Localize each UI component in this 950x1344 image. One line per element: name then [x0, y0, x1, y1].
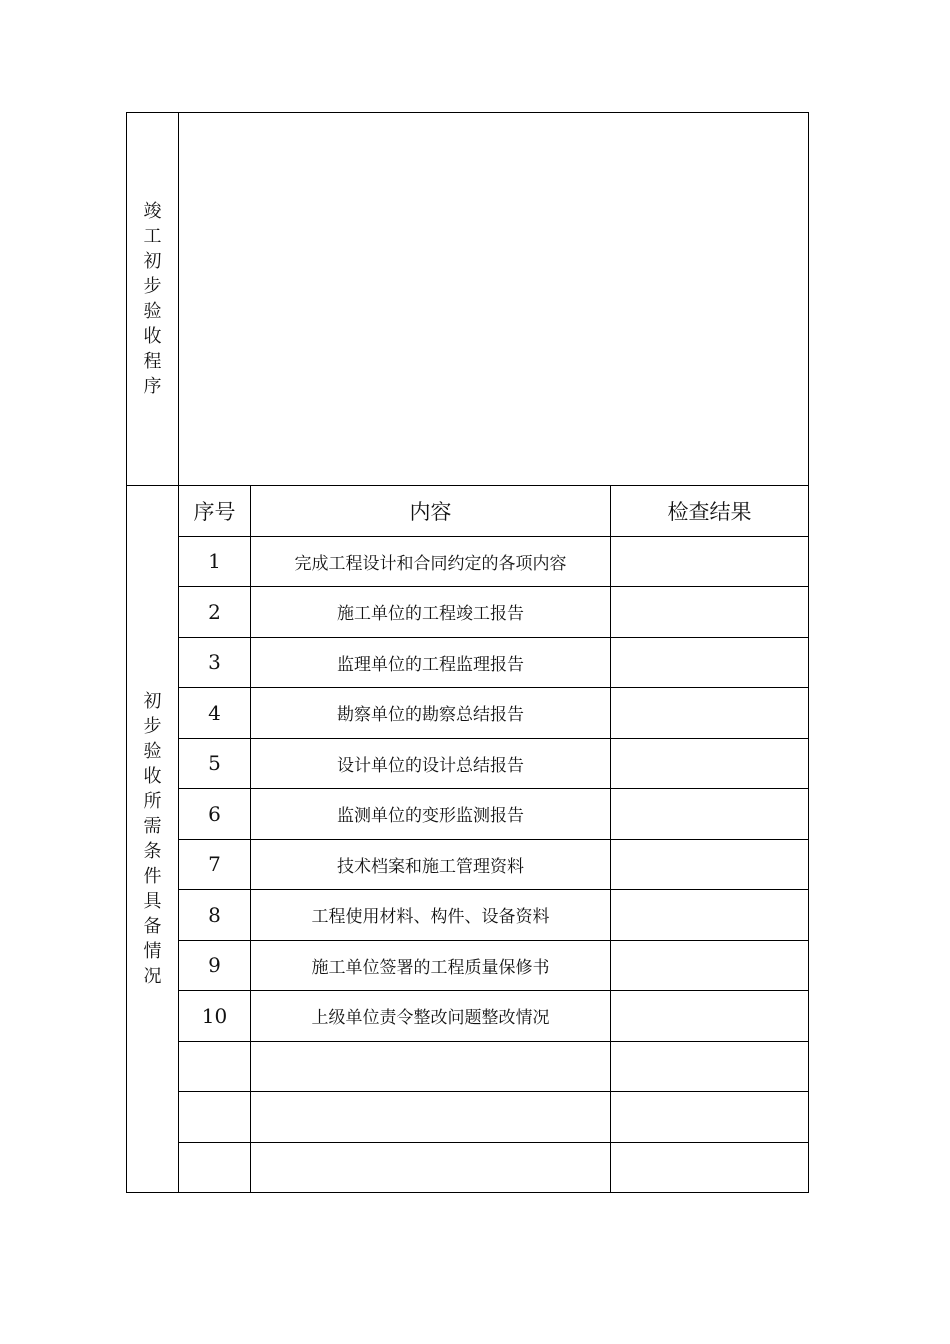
- row-content: 施工单位的工程竣工报告: [251, 587, 611, 638]
- row-number[interactable]: [179, 1092, 251, 1143]
- row-number: 7: [179, 839, 251, 890]
- row-content[interactable]: [251, 1092, 611, 1143]
- row-number: 9: [179, 940, 251, 991]
- row-result-field[interactable]: [611, 839, 809, 890]
- conditions-header-row: [127, 486, 809, 537]
- row-content: 完成工程设计和合同约定的各项内容: [251, 536, 611, 587]
- table-row: [127, 839, 809, 890]
- table-row: [127, 789, 809, 840]
- row-number[interactable]: [179, 1041, 251, 1092]
- table-row: [127, 738, 809, 789]
- row-number: 2: [179, 587, 251, 638]
- table-row: [127, 1142, 809, 1193]
- row-result-field[interactable]: [611, 536, 809, 587]
- table-row: [127, 991, 809, 1042]
- procedure-label: 竣工初步验收程序: [143, 201, 162, 397]
- row-number: 5: [179, 738, 251, 789]
- table-row: [127, 940, 809, 991]
- form-table-body: [127, 113, 809, 1193]
- row-number: 6: [179, 789, 251, 840]
- table-row: [127, 536, 809, 587]
- procedure-label-cell: [127, 113, 179, 486]
- row-result-field[interactable]: [611, 940, 809, 991]
- row-number: 10: [179, 991, 251, 1042]
- row-result-field[interactable]: [611, 688, 809, 739]
- row-result-field[interactable]: [611, 890, 809, 941]
- row-content: 上级单位责令整改问题整改情况: [251, 991, 611, 1042]
- row-result-field[interactable]: [611, 991, 809, 1042]
- row-content: 监理单位的工程监理报告: [251, 637, 611, 688]
- row-number: 8: [179, 890, 251, 941]
- procedure-content-area[interactable]: [179, 113, 809, 486]
- table-row: [127, 587, 809, 638]
- row-content: 设计单位的设计总结报告: [251, 738, 611, 789]
- table-row: [127, 1041, 809, 1092]
- row-result-field[interactable]: [611, 789, 809, 840]
- row-content: 工程使用材料、构件、设备资料: [251, 890, 611, 941]
- result-header: 检查结果: [611, 486, 809, 537]
- conditions-label: 初步验收所需条件具备情况: [143, 691, 162, 987]
- row-number: 4: [179, 688, 251, 739]
- row-result-field[interactable]: [611, 637, 809, 688]
- row-content: 技术档案和施工管理资料: [251, 839, 611, 890]
- row-number: 1: [179, 536, 251, 587]
- row-content: 施工单位签署的工程质量保修书: [251, 940, 611, 991]
- content-header: 内容: [251, 486, 611, 537]
- table-row: [127, 637, 809, 688]
- table-row: [127, 688, 809, 739]
- row-content: 勘察单位的勘察总结报告: [251, 688, 611, 739]
- row-result-field[interactable]: [611, 1041, 809, 1092]
- acceptance-form-table: [126, 112, 809, 1193]
- table-row: [127, 890, 809, 941]
- row-number[interactable]: [179, 1142, 251, 1193]
- row-content: 监测单位的变形监测报告: [251, 789, 611, 840]
- number-header: 序号: [179, 486, 251, 537]
- conditions-label-cell: [127, 486, 179, 1193]
- row-content[interactable]: [251, 1142, 611, 1193]
- row-result-field[interactable]: [611, 587, 809, 638]
- row-result-field[interactable]: [611, 1142, 809, 1193]
- row-content[interactable]: [251, 1041, 611, 1092]
- row-result-field[interactable]: [611, 738, 809, 789]
- table-row: [127, 1092, 809, 1143]
- row-number: 3: [179, 637, 251, 688]
- row-result-field[interactable]: [611, 1092, 809, 1143]
- procedure-row: [127, 113, 809, 486]
